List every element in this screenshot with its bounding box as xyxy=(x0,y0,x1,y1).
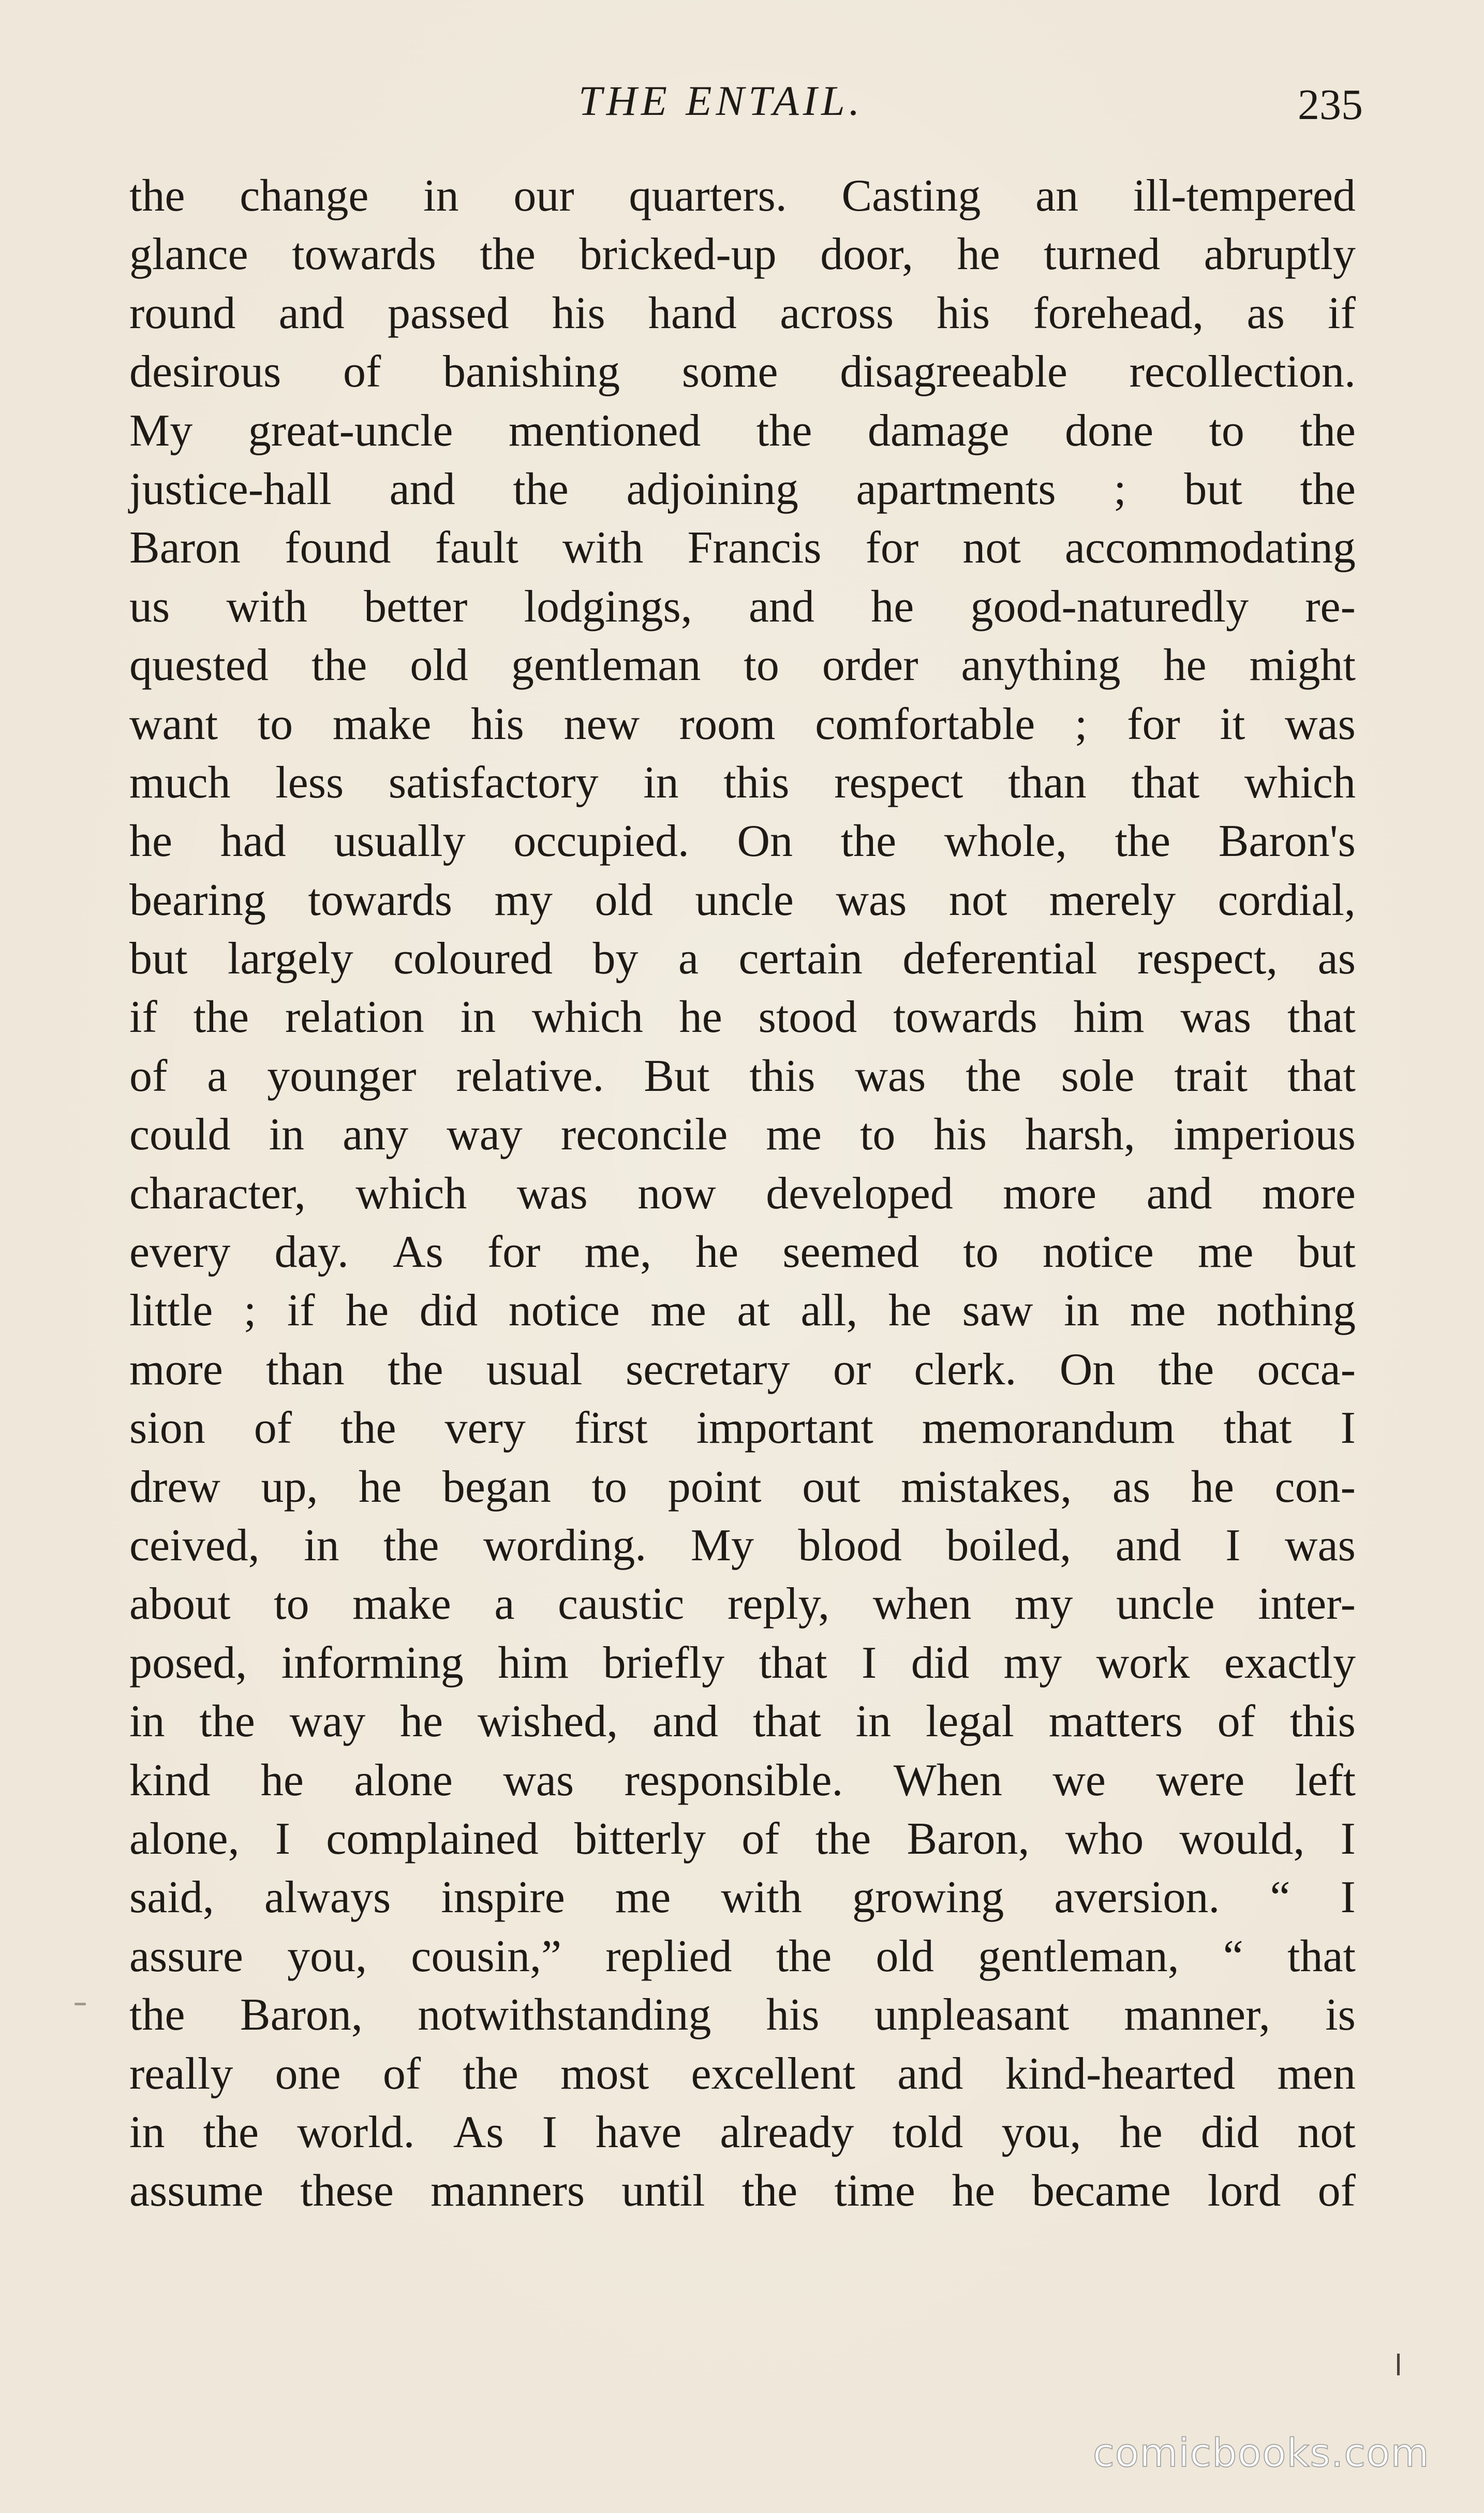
text-line: could in any way reconcile me to his harsh, imperious xyxy=(129,1110,1356,1160)
text-line: assure you, cousin,” replied the old gentleman, “ that xyxy=(129,1931,1356,1982)
text-line: ceived, in the wording. My blood boiled, and I was xyxy=(129,1520,1356,1571)
text-line: My great-uncle mentioned the damage done to the xyxy=(129,405,1356,456)
text-line: said, always inspire me with growing aversion. “ I xyxy=(129,1872,1356,1923)
text-line: much less satisfactory in this respect than that which xyxy=(129,757,1356,808)
text-line: the Baron, notwithstanding his unpleasant manner, is xyxy=(129,1990,1356,2041)
text-line: really one of the most excellent and kind-hearted men xyxy=(129,2048,1356,2099)
text-line: Baron found fault with Francis for not accommodating xyxy=(129,523,1356,573)
text-line: us with better lodgings, and he good-naturedly re- xyxy=(129,581,1356,632)
text-line: if the relation in which he stood towards him was that xyxy=(129,992,1356,1043)
text-line: quested the old gentleman to order anything he might xyxy=(129,640,1356,691)
text-line: posed, informing him briefly that I did my work exactly xyxy=(129,1637,1356,1688)
text-line: more than the usual secretary or clerk. On the occa- xyxy=(129,1344,1356,1395)
text-line: of a younger relative. But this was the sole trait that xyxy=(129,1051,1356,1101)
text-line: bearing towards my old uncle was not merely cordial, xyxy=(129,875,1356,925)
running-title: THE ENTAIL. xyxy=(578,77,864,124)
text-line: kind he alone was responsible. When we were left xyxy=(129,1755,1356,1806)
text-line: little ; if he did notice me at all, he saw in me nothing xyxy=(129,1285,1356,1336)
text-line: but largely coloured by a certain deferential respect, as xyxy=(129,934,1356,984)
text-line: about to make a caustic reply, when my uncle inter- xyxy=(129,1579,1356,1630)
text-line: the change in our quarters. Casting an ill-tempered xyxy=(129,171,1356,221)
text-line: drew up, he began to point out mistakes, as he con- xyxy=(129,1461,1356,1512)
text-line: character, which was now developed more and more xyxy=(129,1168,1356,1219)
text-line: in the world. As I have already told you, he did not xyxy=(129,2107,1356,2157)
text-line: alone, I complained bitterly of the Baron, who would, I xyxy=(129,1813,1356,1864)
text-line: sion of the very first important memorandum that I xyxy=(129,1403,1356,1454)
text-line: round and passed his hand across his forehead, as if xyxy=(129,288,1356,338)
text-line: assume these manners until the time he became lord of xyxy=(129,2166,1356,2216)
text-line: every day. As for me, he seemed to notice me but xyxy=(129,1227,1356,1278)
text-line: desirous of banishing some disagreeable recollection. xyxy=(129,347,1356,397)
text-line: glance towards the bricked-up door, he turned abruptly xyxy=(129,229,1356,280)
text-line: in the way he wished, and that in legal matters of this xyxy=(129,1696,1356,1747)
body-text xyxy=(129,167,1356,2221)
text-line: he had usually occupied. On the whole, the Baron's xyxy=(129,816,1356,867)
page-number: 235 xyxy=(1298,81,1363,129)
margin-tick-mark xyxy=(1397,2354,1400,2375)
text-line: justice-hall and the adjoining apartments ; but the xyxy=(129,464,1356,514)
watermark: comicbooks.com xyxy=(1093,2430,1430,2476)
text-line: want to make his new room comfortable ; for it was xyxy=(129,699,1356,749)
margin-dash-mark xyxy=(75,2003,86,2005)
running-head xyxy=(0,72,1484,129)
